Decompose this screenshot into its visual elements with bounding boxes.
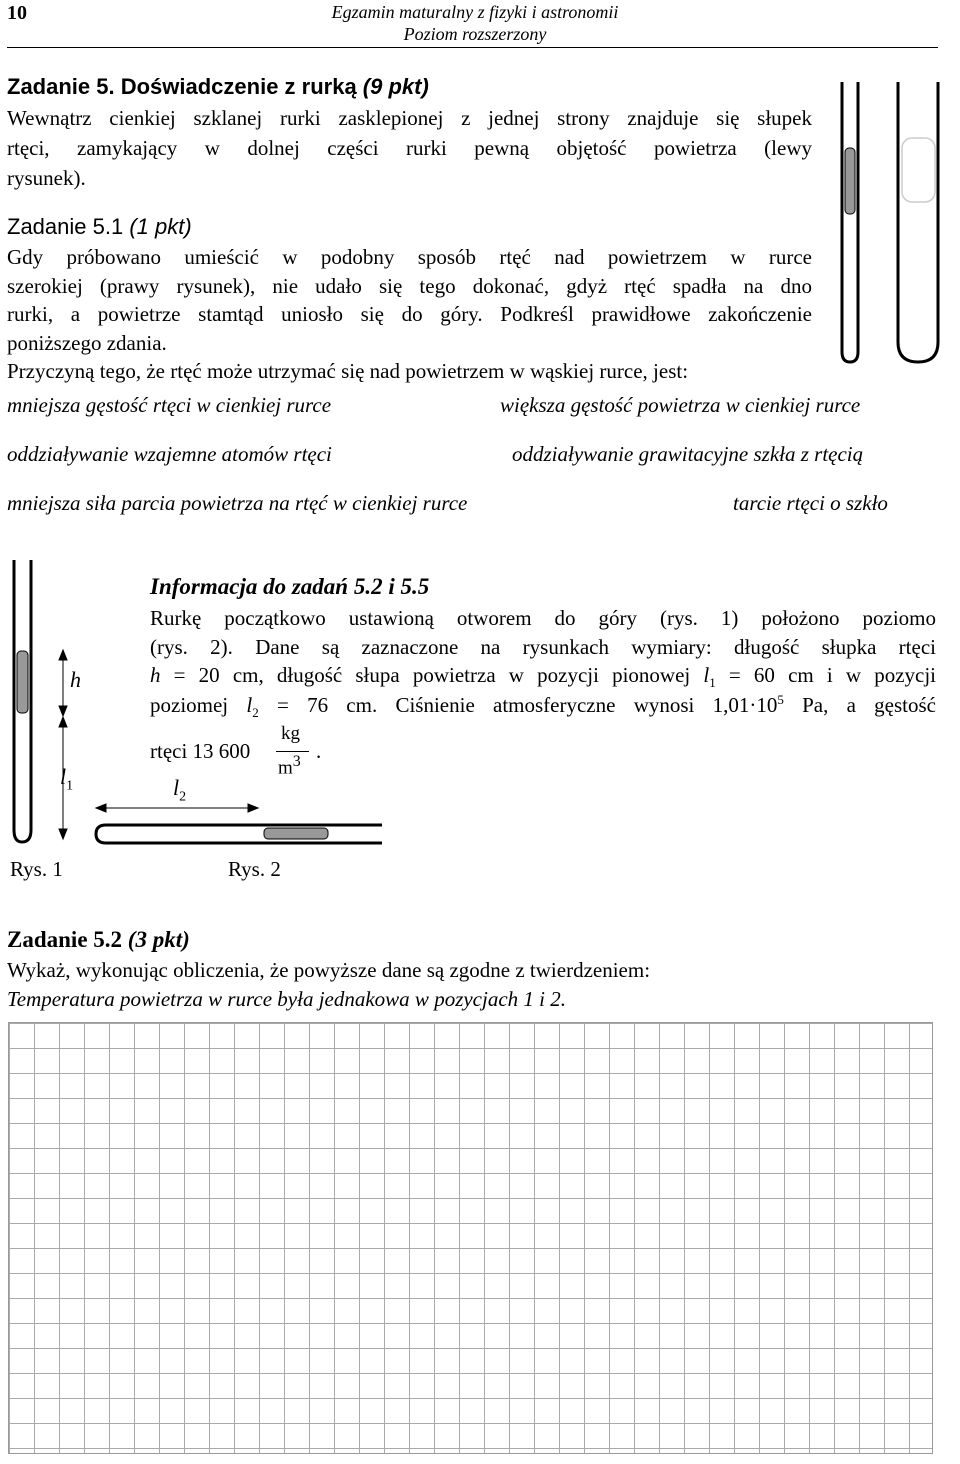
label-l1-letter: l [60, 764, 67, 789]
label-l2-subscript: 2 [179, 789, 187, 805]
info-text: poziomej [150, 693, 247, 717]
answer-option[interactable]: mniejsza siła parcia powietrza na rtęć w cienkiej rurce [7, 491, 468, 515]
task5-intro-line: rtęci, zamykający w dolnej części rurki pewną objętość powietrza (lewy [7, 136, 812, 160]
fraction-numerator: kg [281, 723, 300, 744]
fraction-denominator [278, 753, 301, 779]
info-l: l [246, 693, 253, 717]
info-text: = 20 cm, długość słupa powietrza w pozycji pionowej [160, 663, 704, 687]
task5-intro-line: Wewnątrz cienkiej szklanej rurki zasklepionej z jednej strony znajduje się słupek [7, 106, 812, 130]
answer-option[interactable]: większa gęstość powietrza w cienkiej rurce [500, 393, 861, 417]
info-text: Pa, a gęstość [783, 693, 936, 717]
figure-rys1 [10, 560, 90, 860]
info-sub: 1 [709, 675, 716, 691]
fraction-bar [276, 751, 309, 752]
answer-grid[interactable] [8, 1022, 933, 1454]
info-line [150, 663, 936, 691]
task52-heading [7, 925, 190, 954]
label-l1 [60, 764, 73, 794]
header-divider [7, 47, 938, 48]
label-l2-letter: l [173, 775, 180, 800]
answer-option[interactable]: mniejsza gęstość rtęci w cienkiej rurce [7, 393, 332, 417]
exam-title: Egzamin maturalny z fizyki i astronomii [331, 2, 619, 22]
answer-option[interactable]: oddziaływanie wzajemne atomów rtęci [7, 442, 332, 466]
info-density-text: rtęci 13 600 [150, 739, 251, 763]
task5-heading [7, 72, 429, 101]
page-number: 10 [7, 2, 27, 24]
info-text: = 76 cm. Ciśnienie atmosferyczne wynosi 1,01·10 [258, 693, 778, 717]
task52-heading-points: (3 pkt) [127, 927, 190, 952]
task5-heading-points: (9 pkt) [362, 74, 429, 99]
task52-statement: Temperatura powietrza w rurce była jednakowa w pozycjach 1 i 2. [7, 987, 566, 1011]
task51-text-line: rurki, a powietrze stamtąd uniosło się do góry. Podkreśl prawidłowe zakończenie [7, 302, 812, 326]
task5-intro-line: rysunek). [7, 166, 86, 190]
task51-text-line: Gdy próbowano umieścić w podobny sposób rtęć nad powietrzem w rurce [7, 245, 812, 269]
exam-level: Poziom rozszerzony [403, 24, 547, 44]
info-line: (rys. 2). Dane są zaznaczone na rysunkach wymiary: długość słupka rtęci [150, 635, 936, 659]
answer-option[interactable]: tarcie rtęci o szkło [733, 491, 888, 515]
info-line: Rurkę początkowo ustawioną otworem do góry (rys. 1) położono poziomo [150, 606, 936, 630]
rys2-mercury [264, 828, 328, 839]
narrow-tube [842, 82, 858, 362]
h-arrow [59, 650, 67, 716]
task5-heading-title: Zadanie 5. Doświadczenie z rurką [7, 74, 363, 99]
label-l1-subscript: 1 [66, 778, 74, 794]
fraction-denominator-exp: 3 [292, 753, 301, 770]
label-l2 [173, 775, 186, 805]
caption-rys2: Rys. 2 [228, 857, 281, 881]
info-period: . [316, 739, 322, 763]
task51-question: Przyczyną tego, że rtęć może utrzymać się nad powietrzem w wąskiej rurce, jest: [7, 359, 689, 383]
task51-heading-points: (1 pkt) [129, 214, 192, 239]
task52-text: Wykaż, wykonując obliczenia, że powyższe dane są zgodne z twierdzeniem: [7, 958, 651, 982]
task51-heading-title: Zadanie 5.1 [7, 214, 130, 239]
figure-rys2 [92, 795, 392, 855]
wide-tube [898, 82, 938, 362]
fraction-denominator-unit: m [278, 757, 293, 779]
info-exp: 5 [777, 692, 784, 707]
info-text: = 60 cm i w pozycji [715, 663, 937, 687]
task51-heading [7, 212, 192, 241]
task52-heading-title: Zadanie 5.2 [7, 927, 128, 952]
task51-text-line: poniższego zdania. [7, 331, 167, 355]
info-sub: 2 [252, 705, 259, 721]
task51-text-line: szerokiej (prawy rysunek), nie udało się tego dokonać, gdyż rtęć spadła na dno [7, 274, 812, 298]
tubes-figure [838, 80, 958, 370]
caption-rys1: Rys. 1 [10, 857, 63, 881]
rys1-mercury [17, 651, 28, 713]
info-l: l [703, 663, 710, 687]
rys2-tube [96, 825, 382, 843]
label-h: h [70, 667, 81, 692]
info-line [150, 692, 936, 721]
info-heading: Informacja do zadań 5.2 i 5.5 [150, 574, 430, 599]
answer-option[interactable]: oddziaływanie grawitacyjne szkła z rtęcią [512, 442, 864, 466]
narrow-tube-mercury [845, 148, 855, 214]
wide-tube-mercury [902, 138, 935, 202]
info-h: h [150, 663, 161, 687]
